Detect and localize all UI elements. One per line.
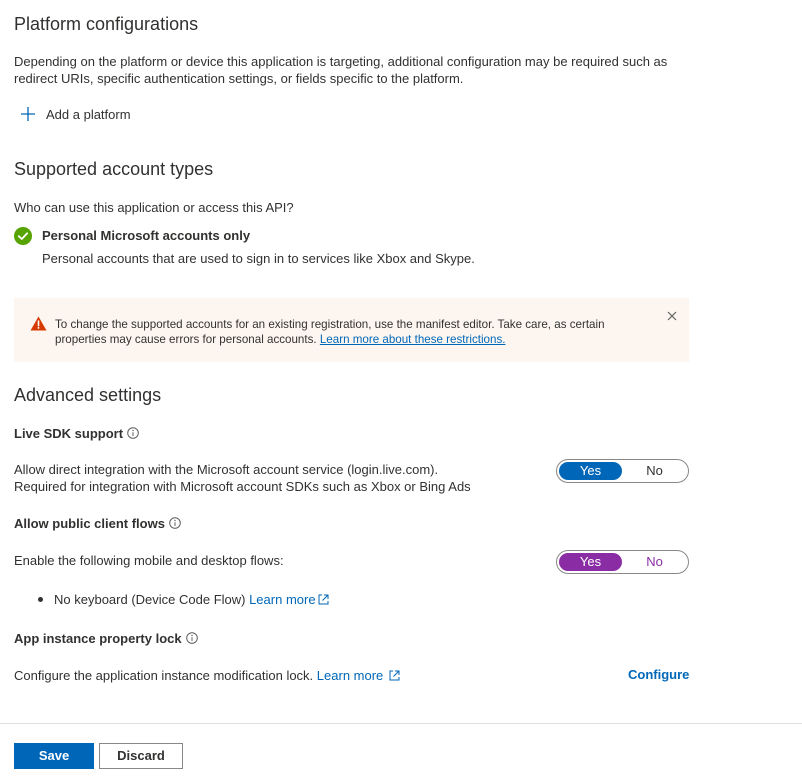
checkmark-circle-icon [14,227,32,245]
public-client-flows-label-text: Allow public client flows [14,516,165,531]
restrictions-link[interactable]: Learn more about these restrictions. [319,333,506,346]
warning-line1: To change the supported accounts for an existing registration, use the manifest editor. Take care, as certain [55,318,605,331]
add-platform-label: Add a platform [46,106,131,122]
selected-account-type: Personal Microsoft accounts only [42,228,251,243]
plus-icon [20,106,36,122]
public-client-yes-option[interactable]: Yes [559,553,622,571]
live-sdk-toggle[interactable] [556,459,689,483]
device-code-flow-text: No keyboard (Device Code Flow) [54,592,250,607]
live-sdk-description-line1: Allow direct integration with the Microsoft account service (login.live.com). [14,462,439,477]
live-sdk-label-text: Live SDK support [14,426,124,441]
device-code-learn-more-link[interactable] [249,591,329,608]
info-icon[interactable] [169,517,181,529]
configure-button[interactable]: Configure [628,667,690,682]
app-instance-learn-more-text: Learn more [316,668,384,683]
footer-divider [0,723,802,724]
save-button[interactable]: Save [14,743,94,769]
info-icon[interactable] [186,632,198,644]
close-icon[interactable] [667,311,677,321]
live-sdk-no-option[interactable]: No [646,463,663,478]
platform-description-line1: Depending on the platform or device this application is targeting, additional configuration may be required such as [14,54,668,69]
add-platform-button[interactable] [20,104,131,124]
public-client-flows-description: Enable the following mobile and desktop flows: [14,553,284,568]
warning-message [55,317,655,347]
discard-button[interactable]: Discard [99,743,183,769]
app-instance-lock-text: Configure the application instance modification lock. [14,668,317,683]
public-client-flows-label [14,516,181,531]
app-instance-lock-description [14,667,401,684]
device-code-learn-more-text: Learn more [249,592,316,607]
platform-configurations-heading: Platform configurations [14,14,199,34]
app-instance-lock-label-text: App instance property lock [14,631,182,646]
external-link-icon [317,593,330,606]
live-sdk-description-line2: Required for integration with Microsoft account SDKs such as Xbox or Bing Ads [14,479,471,494]
supported-account-types-heading: Supported account types [14,159,214,179]
advanced-settings-heading: Advanced settings [14,385,162,405]
device-code-flow-item [38,591,330,608]
selected-account-description: Personal accounts that are used to sign in to services like Xbox and Skype. [42,251,475,266]
platform-description-line2: redirect URIs, specific authentication settings, or fields specific to the platform. [14,71,464,86]
live-sdk-label [14,426,139,441]
account-question: Who can use this application or access this API? [14,200,294,215]
warning-line2 [55,332,655,347]
app-instance-learn-more-link[interactable] [317,667,401,684]
bullet-dot [38,597,43,602]
live-sdk-description [14,461,471,495]
warning-icon [30,316,47,331]
external-link-icon [388,669,401,682]
public-client-flows-toggle[interactable] [556,550,689,574]
info-icon[interactable] [127,427,139,439]
public-client-no-option[interactable]: No [646,554,663,569]
live-sdk-yes-option[interactable]: Yes [559,462,622,480]
app-instance-lock-label [14,631,198,646]
warning-line2-text: properties may cause errors for personal accounts. [55,333,320,346]
platform-description [14,53,734,87]
warning-callout [14,298,689,362]
